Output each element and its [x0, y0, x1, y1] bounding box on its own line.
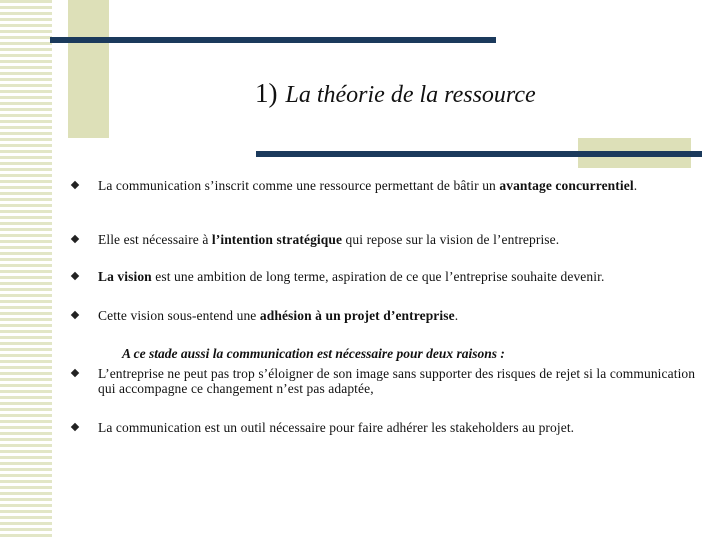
bullet-item-2 [98, 232, 698, 247]
bullet-marker-icon [71, 235, 79, 243]
bullet-1-text: La communication s’inscrit comme une ressource permettant de bâtir un [98, 178, 500, 193]
title-text: La théorie de la ressource [285, 82, 536, 108]
bullet-3-end: est une ambition de long terme, aspiration de ce que l’entreprise souhaite devenir. [151, 269, 605, 284]
reason-item-2: La communication est un outil nécessaire pour faire adhérer les stakeholders au projet. [98, 420, 575, 435]
bullet-item-3 [98, 269, 698, 284]
bullet-1-bold: avantage concurrentiel [499, 178, 634, 193]
bullet-marker-icon [71, 311, 79, 319]
reason-item-1: L’entreprise ne peut pas trop s’éloigner de son image sans supporter des risques de rejet si la communication qui accompagne ce changement n’est pas adaptée, [98, 366, 696, 396]
title-number: 1) [255, 78, 278, 108]
bullet-marker-icon [71, 423, 79, 431]
bullet-marker-icon [71, 181, 79, 189]
bullet-2-end: qui repose sur la vision de l’entreprise. [342, 232, 560, 247]
bullet-2-bold: l’intention stratégique [211, 232, 343, 247]
bullet-3-bold: La vision [98, 269, 152, 284]
bullet-1-end: . [633, 178, 638, 193]
bullet-item-1 [98, 178, 698, 193]
bullet-item-4 [98, 308, 698, 323]
bullet-4-end: . [454, 308, 459, 323]
slide-title [255, 78, 536, 109]
reasons-intro: A ce stade aussi la communication est nécessaire pour deux raisons : [122, 346, 505, 361]
bullet-4-text: Cette vision sous-entend une [98, 308, 260, 323]
bullet-4-bold: adhésion à un projet d’entreprise [259, 308, 455, 323]
decorative-line-top [50, 37, 496, 43]
bullet-marker-icon [71, 272, 79, 280]
decorative-box-top [68, 0, 109, 138]
decorative-stripes [0, 0, 52, 540]
bullet-2-text: Elle est nécessaire à [98, 232, 212, 247]
bullet-marker-icon [71, 369, 79, 377]
decorative-line-bottom [256, 151, 702, 157]
